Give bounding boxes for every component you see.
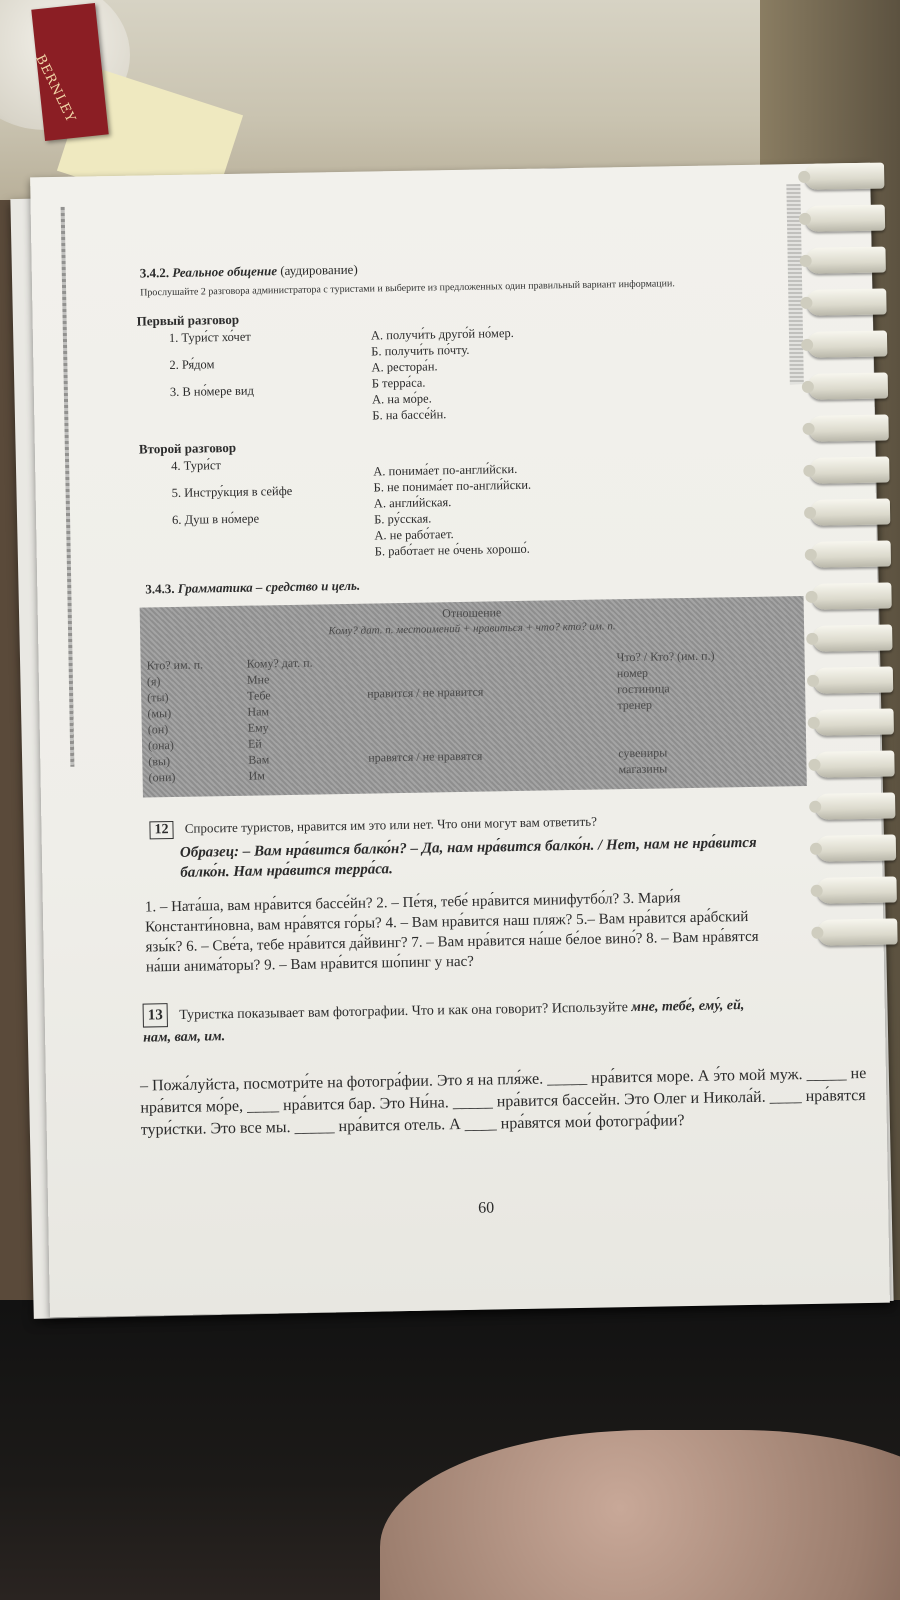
dative-cell: Ей — [247, 736, 262, 751]
answer-option: Б. на бассе́йн. — [372, 407, 447, 423]
table-heading: Отношение — [442, 605, 502, 621]
binding-ring — [804, 163, 884, 190]
section-title-grammar — [145, 571, 765, 598]
verb-cell: нравится / не нравится — [367, 684, 484, 701]
answer-option: Б терра́са. — [371, 375, 426, 391]
column-header: Кому? дат. п. — [246, 655, 313, 671]
pronoun-cell: (ты) — [147, 690, 169, 705]
question: 1. Тури́ст хо́чет — [168, 329, 251, 346]
task-13-dialog: – Пожа́луйста, посмотри́те на фотогра́фии. Это я на пля́же. _____ нра́вится море. А э́то мой муж. _____ не нра́вится мо́ре, ____ нра́вится бар. Это Ни́на. _____ нра́вится бассейн. Это Олег и Никола́й. ____ нра́вятся тури́стки. Это все мы. _____ нра́вится отель. А ____ нра́вятся мои́ фотогра́фии? — [139, 1064, 867, 1139]
answer-option: А. англи́йская. — [373, 495, 452, 511]
binding-ring — [814, 708, 894, 735]
task-13 — [143, 993, 774, 1050]
object-cell: гостиница — [617, 681, 670, 697]
section-title: Грамматика – средство и цель. — [177, 577, 361, 596]
column-header: Что? / Кто? (им. п.) — [616, 648, 715, 665]
binding-ring — [808, 372, 888, 399]
pronoun-cell: (они) — [148, 769, 176, 785]
binding-ring — [805, 205, 885, 232]
conversation1 — [141, 321, 763, 428]
answer-option: А. на мо́ре. — [371, 391, 432, 407]
section-title: Реальное общение — [172, 263, 278, 280]
dative-cell: Им — [248, 768, 265, 783]
page-number: 60 — [478, 1199, 495, 1217]
conversation1-heading: Первый разговор — [136, 311, 240, 329]
binding-ring — [813, 666, 893, 693]
answer-option: Б. ру́сская. — [374, 511, 432, 527]
task-example — [180, 833, 771, 883]
binding-ring — [805, 246, 885, 273]
example-label: Образец: — [179, 843, 240, 861]
verb-cell: нравятся / не нравятся — [368, 748, 483, 765]
dative-cell: Мне — [246, 672, 270, 687]
task-number: 12 — [149, 821, 173, 839]
answer-option: Б. рабо́тает не о́чень хорошо́. — [374, 541, 530, 559]
example-text: – Вам нра́вится балко́н? – Да, нам нра́вится балко́н. / Нет, нам не нра́вится балко́н. Нам нра́вится терра́са. — [180, 834, 757, 881]
answer-option: А. рестора́н. — [371, 359, 438, 375]
object-cell: сувениры — [618, 745, 668, 761]
conversation2-questions — [143, 455, 375, 563]
dative-cell: Ему — [247, 720, 269, 735]
column-header: Кто? им. п. — [146, 657, 204, 673]
binding-ring — [811, 582, 891, 609]
grammar-table-header — [140, 596, 804, 638]
question: 3. В но́мере вид — [169, 383, 254, 400]
grammar-table-body — [147, 646, 801, 785]
question: 6. Душ в но́мере — [171, 511, 260, 527]
pronoun-cell: (она) — [147, 737, 174, 753]
pronoun-cell: (вы) — [148, 754, 171, 769]
binding-ring — [809, 456, 889, 483]
binding-ring — [811, 540, 891, 567]
binding-ring — [807, 330, 887, 357]
page-content — [136, 255, 867, 1142]
task-12 — [149, 811, 770, 884]
dative-cell: Нам — [247, 704, 270, 719]
spiral-binding — [794, 163, 900, 1164]
section-number: 3.4.2. — [139, 265, 170, 281]
task-instruction: Спросите туристов, нравится им это или нет. Что они могут вам ответить? — [184, 813, 598, 836]
task-pronouns: мне, тебе́, ему́, ей, нам, вам, им. — [143, 998, 745, 1046]
answer-option: Б. получи́ть по́чту. — [371, 342, 470, 359]
binding-ring — [816, 834, 896, 861]
task-instruction: Туристка показывает вам фотографии. Что и как она говорит? Используйте — [179, 1000, 628, 1023]
binding-ring — [812, 624, 892, 651]
dative-cell: Тебе — [247, 688, 271, 703]
pronoun-cell: (мы) — [147, 706, 172, 721]
question: 4. Тури́ст — [171, 458, 222, 473]
tea-brand: BERNLEY — [32, 52, 79, 126]
binding-ring — [806, 288, 886, 315]
table-subheading: Кому? дат. п. местоимений + нравиться + что? кто? им. п. — [328, 620, 616, 638]
binding-ring — [808, 414, 888, 441]
answer-option: А. понима́ет по-англи́йски. — [373, 461, 518, 479]
conversation1-questions — [141, 327, 373, 427]
object-cell: номер — [616, 665, 649, 681]
scan-artifact — [61, 207, 75, 767]
binding-ring — [816, 876, 896, 903]
object-cell: тренер — [617, 697, 653, 713]
binding-ring — [810, 498, 890, 525]
question: 2. Ря́дом — [169, 357, 215, 373]
section-subtitle: (аудирование) — [280, 261, 358, 279]
object-cell: магазины — [618, 761, 668, 777]
conversation1-answers — [371, 325, 516, 423]
pronoun-cell: (он) — [147, 722, 169, 737]
conversation2-heading: Второй разговор — [138, 439, 237, 457]
binding-ring — [815, 792, 895, 819]
binding-ring — [814, 750, 894, 777]
tea-tag — [31, 3, 108, 141]
empty-cell — [368, 761, 618, 781]
section-number: 3.4.3. — [145, 580, 175, 597]
question: 5. Инстру́кция в сейфе — [171, 483, 293, 500]
answer-option: А. не рабо́тает. — [374, 527, 454, 543]
section-instruction: Прослушайте 2 разговора администратора с туристами и выберите из предложенных один правильный вариант информации. — [140, 278, 675, 299]
conversation2 — [143, 449, 765, 564]
task-number: 13 — [143, 1003, 168, 1027]
task-12-items: 1. – Ната́ша, вам нра́вится бассе́йн? 2. – Пе́тя, тебе́ нра́вится минифутбо́л? 3. Мари́я Константи́новна, вам нра́вятся го́ры? 4. – Вам нра́вится наш пляж? 5.– Вам нра́вится ара́бский язы́к? 6. – Све́та, тебе нра́вится да́йвинг? 7. – Вам нра́вится на́ше бе́лое вино́? 8. – Вам нра́вятся на́ши анима́торы? 9. – Вам нра́вится шо́пинг у нас? — [144, 890, 759, 976]
dative-cell: Вам — [248, 752, 270, 767]
answer-option: А. получи́ть друго́й но́мер. — [370, 325, 514, 343]
pronoun-cell: (я) — [146, 674, 161, 689]
answer-option: Б. не понима́ет по-англи́йски. — [373, 477, 532, 495]
grammar-table — [140, 596, 807, 798]
textbook-page — [30, 163, 890, 1317]
binding-ring — [817, 918, 897, 945]
conversation2-answers — [373, 453, 532, 560]
